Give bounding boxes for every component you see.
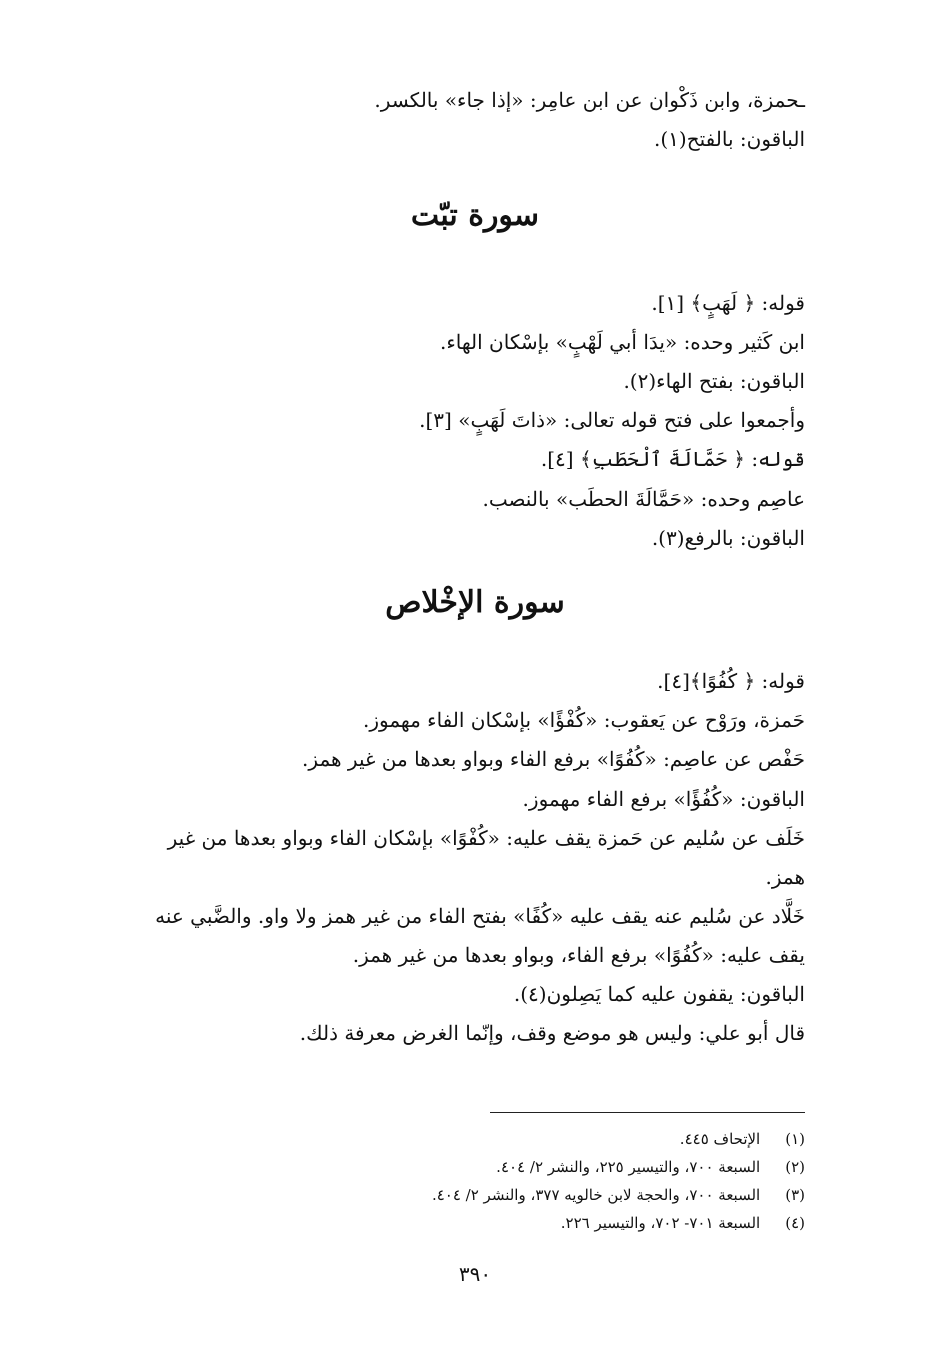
text-line: ابن كَثير وحده: «يدَا أبي لَهْبٍ» بإسْكان الهاء. [439,330,805,354]
text-line: قوله: ﴿ لَهَبٍ﴾ [١]. [651,291,805,315]
footnote-number: (٢) [785,1158,805,1176]
footnote-text: السبعة ٧٠٠، والتيسير ٢٢٥، والنشر ٢/ ٤٠٤. [496,1158,761,1176]
text-line: الباقون: بالرفع(٣). [651,526,805,550]
text-line: عاصِم وحده: «حَمَّالَةَ الحطَب» بالنصب. [482,487,805,511]
text-line: الباقون: يقفون عليه كما يَصِلون(٤). [513,982,805,1006]
footnote-number: (١) [785,1130,805,1148]
text-line: همز. [765,865,805,889]
surah-title: سورة تبّت [410,198,540,233]
text-line: خَلَّاد عن سُليم عنه يقف عليه «كُفًا» بفتح الفاء من غير همز ولا واو. والضَّبي عنه [155,904,805,928]
surah-title: سورة الإخْلاص [385,585,565,620]
text-line: قال أبو علي: وليس هو موضع وقف، وإنّما الغرض معرفة ذلك. [299,1021,805,1045]
text-line: خَلَف عن سُليم عن حَمزة يقف عليه: «كُفْوًا» بإسْكان الفاء وبواو بعدها من غير [167,826,805,850]
footnote-number: (٤) [785,1214,805,1232]
footnote-text: السبعة ٧٠٠، والحجة لابن خالويه ٣٧٧، والنشر ٢/ ٤٠٤. [431,1186,761,1204]
text-line: يقف عليه: «كُفُوًا» برفع الفاء، وبواو بعدها من غير همز. [352,943,805,967]
footnote [125,1184,805,1206]
text-line: الباقون: «كُفُؤًا» برفع الفاء مهموز. [522,787,805,811]
text-line: حَمزة، ورَوْح عن يَعقوب: «كُفْؤًا» بإسْكان الفاء مهموز. [362,708,805,732]
text-line: وأجمعوا على فتح قوله تعالى: «ذاتَ لَهَبٍ» [٣]. [419,408,805,432]
text-line: الباقون: بفتح الهاء(٢). [623,369,805,393]
page-number: ٣٩٠ [458,1262,492,1286]
footnote-text: السبعة ٧٠١- ٧٠٢، والتيسير ٢٢٦. [560,1214,761,1232]
footnote-text: الإتحاف ٤٤٥. [679,1130,761,1148]
text-line: حَفْص عن عاصِم: «كُفُوًا» برفع الفاء وبواو بعدها من غير همز. [302,747,805,771]
text-line: ـحمزة، وابن ذَكْوان عن ابن عامِر: «إذا جاء» بالكسر. [374,88,805,112]
footnote-number: (٣) [785,1186,805,1204]
footnote [125,1128,805,1150]
footnote-separator [490,1112,805,1113]
footnote [125,1156,805,1178]
text-line: قوله: ﴿ حَمَّالَةَ ٱلْحَطَبِ﴾ [٤]. [540,447,805,471]
text-line: قوله: ﴿ كُفُوًا﴾[٤]. [657,669,805,693]
text-line: الباقون: بالفتح(١). [654,127,805,151]
footnote [125,1212,805,1234]
